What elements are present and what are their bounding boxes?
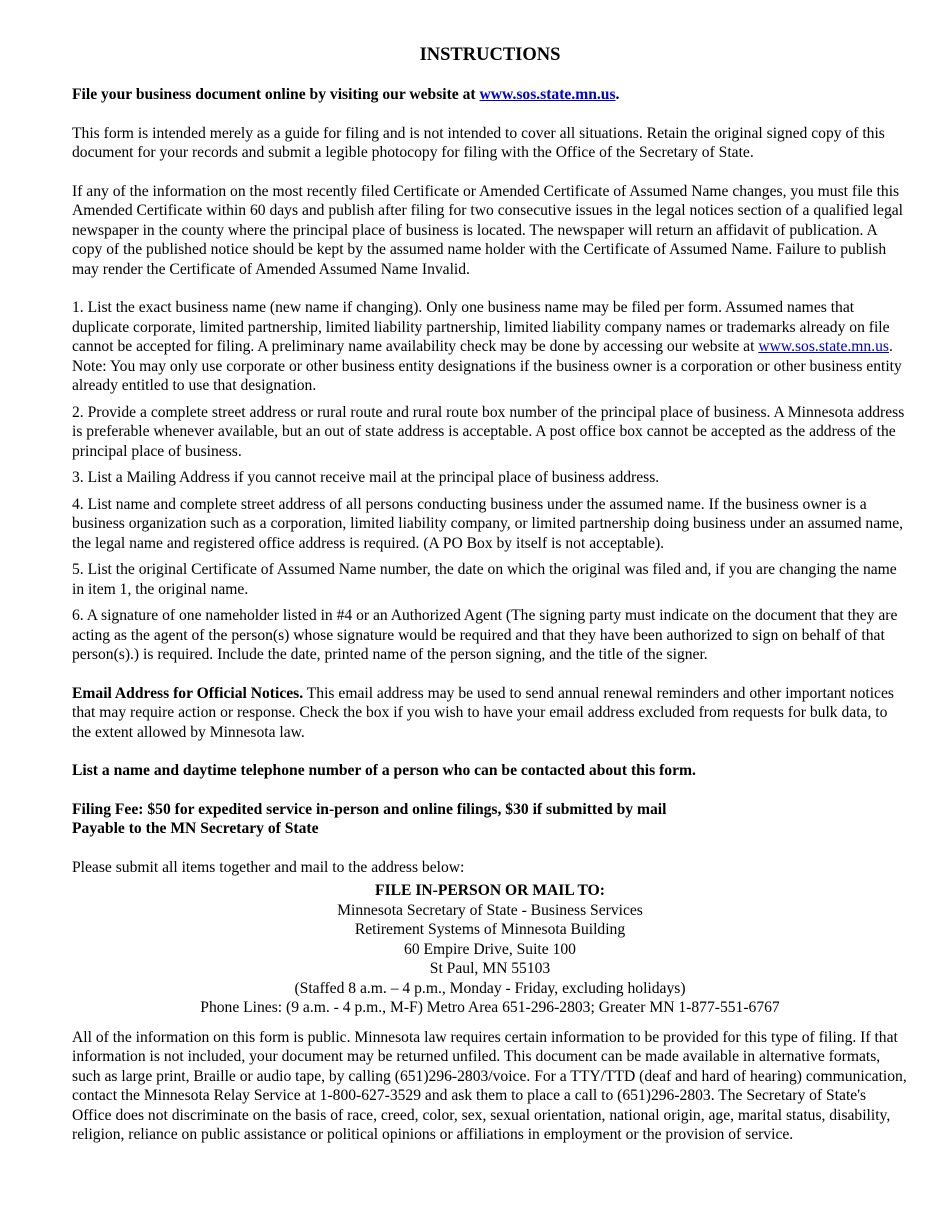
- payable-line: Payable to the MN Secretary of State: [72, 820, 319, 837]
- intro-paragraph: This form is intended merely as a guide for filing and is not intended to cover all situations. Retain the original signed copy of this document for your records and submit a legible photocopy for filing with the Office of the Secretary of State.: [72, 124, 885, 161]
- email-text: This email address may be used to send annual renewal reminders and other important notices that may require action or response. Check the box if you wish to have your email address excluded from requests for bulk data, to the extent allowed by Minnesota law.: [72, 684, 894, 741]
- item-5-paragraph: 5. List the original Certificate of Assumed Name number, the date on which the original was filed and, if you are changing the name in item 1, the original name.: [72, 561, 897, 598]
- website-link[interactable]: www.sos.state.mn.us: [479, 86, 616, 103]
- address-line-2: Retirement Systems of Minnesota Building: [354, 921, 626, 938]
- mailing-address-block: [72, 881, 908, 1018]
- item-1-paragraph: [72, 298, 908, 396]
- address-line-1: Minnesota Secretary of State - Business Services: [337, 901, 643, 919]
- item-2-paragraph: 2. Provide a complete street address or rural route and rural route box number of the principal place of business. A Minnesota address is preferable whenever available, but an out of state address is acceptable. A post office box cannot be accepted as the address of the principal place of business.: [72, 403, 905, 460]
- item-6-paragraph: 6. A signature of one nameholder listed in #4 or an Authorized Agent (The signing party must indicate on the document that they are acting as the agent of the person(s) whose signature would be required and that they have been authorized to sign on behalf of that person(s).) is required. Include the date, printed name of the person signing, and the title of the signer.: [72, 607, 898, 663]
- address-heading: FILE IN-PERSON OR MAIL TO:: [375, 882, 605, 899]
- email-paragraph: [72, 684, 908, 743]
- email-label: Email Address for Official Notices.: [72, 684, 304, 702]
- website-link-item-1[interactable]: www.sos.state.mn.us: [758, 338, 889, 355]
- item-3-paragraph: 3. List a Mailing Address if you cannot receive mail at the principal place of business address.: [72, 469, 660, 486]
- online-filing-note: [72, 85, 908, 105]
- amended-paragraph: If any of the information on the most recently filed Certificate or Amended Certificate of Assumed Name changes, you must file this Amended Certificate within 60 days and publish after filing for two consecutive issues in the legal notices section of a qualified legal newspaper in the county where the principal place of business is located. The newspaper will return an affidavit of publication. A copy of the published notice should be kept by the assumed name holder with the Certificate of Assumed Name. Failure to publish may render the Certificate of Amended Assumed Name Invalid.: [72, 182, 903, 278]
- online-filing-text: File your business document online by visiting our website at: [72, 86, 480, 103]
- filing-fee-paragraph: [72, 800, 908, 839]
- contact-paragraph: List a name and daytime telephone number of a person who can be contacted about this form.: [72, 762, 696, 779]
- address-line-3: 60 Empire Drive, Suite 100: [404, 940, 576, 958]
- filing-fee-line: Filing Fee: $50 for expedited service in-person and online filings, $30 if submitted by mail: [72, 800, 667, 818]
- address-line-4: St Paul, MN 55103: [429, 960, 551, 977]
- item-4-paragraph: 4. List name and complete street address of all persons conducting business under the assumed name. If the business owner is a business organization such as a corporation, limited liability company, or limited partnership doing business under an assumed name, the legal name and registered office address is required. (A PO Box by itself is not acceptable).: [72, 495, 904, 552]
- item-1-text: 1. List the exact business name (new name if changing). Only one business name may be filed per form. Assumed names that duplicate corporate, limited partnership, limited liability partnership, limited liability company names or trademarks already on file cannot be accepted for filing. A preliminary name availability check may be done by accessing our website at: [72, 299, 890, 355]
- submit-paragraph: Please submit all items together and mail to the address below:: [72, 858, 465, 876]
- online-filing-end: .: [615, 86, 620, 103]
- office-hours: (Staffed 8 a.m. – 4 p.m., Monday - Friday, excluding holidays): [294, 979, 686, 997]
- phone-lines: Phone Lines: (9 a.m. - 4 p.m., M-F) Metro Area 651-296-2803; Greater MN 1-877-551-6767: [200, 999, 780, 1016]
- instructions-page: [72, 44, 908, 1145]
- page-title: INSTRUCTIONS: [419, 45, 561, 65]
- item-1-note: . Note: You may only use corporate or other business entity designations if the business owner is a corporation or other business entity already entitled to use that designation.: [72, 338, 902, 394]
- public-info-paragraph: All of the information on this form is public. Minnesota law requires certain information to be provided for this type of filing. If that information is not included, your document may be returned unfiled. This document can be made available in alternative formats, such as large print, Braille or audio tape, by calling (651)296-2803/voice. For a TTY/TTD (deaf and hard of hearing) communication, contact the Minnesota Relay Service at 1-800-627-3529 and ask them to place a call to (651)296-2803. The Secretary of State's Office does not discriminate on the basis of race, creed, color, sex, sexual orientation, national origin, age, marital status, disability, religion, reliance on public assistance or political opinions or affiliations in employment or the provision of service.: [72, 1028, 907, 1143]
